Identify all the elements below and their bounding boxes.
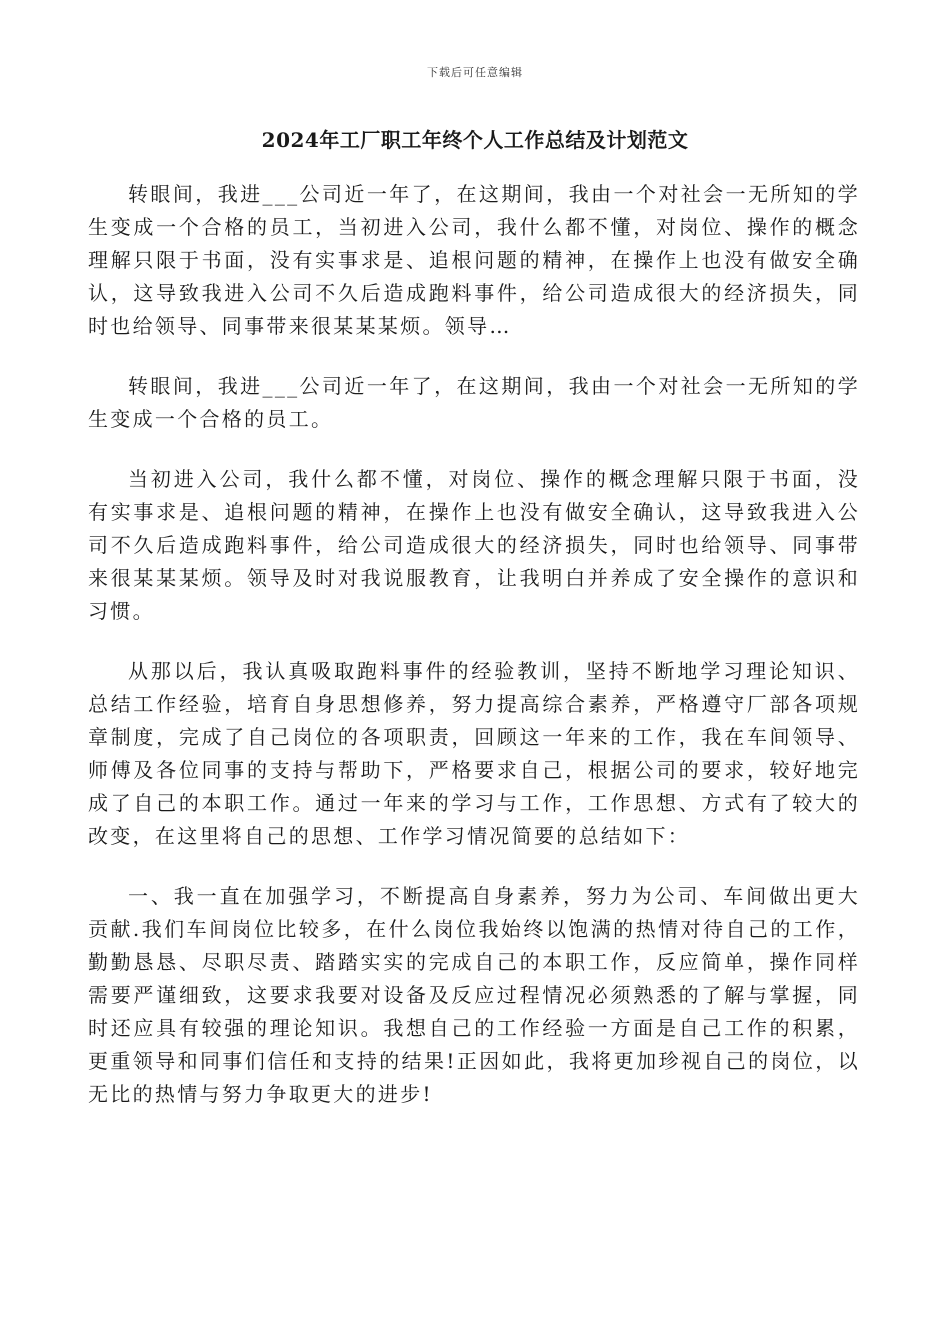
document-title: 2024年工厂职工年终个人工作总结及计划范文 bbox=[261, 128, 689, 152]
header-note: 下载后可任意编辑 bbox=[427, 66, 523, 79]
paragraph-3: 当初进入公司，我什么都不懂，对岗位、操作的概念理解只限于书面，没有实事求是、追根问题的精神，在操作上也没有做安全确认，这导致我进入公司不久后造成跑料事件，给公司造成很大的经济损失，同时也给领导、同事带来很某某某烦。领导及时对我说服教育，让我明白并养成了安全操作的意识和习惯。 bbox=[88, 467, 860, 623]
paragraph-2: 转眼间，我进___公司近一年了，在这期间，我由一个对社会一无所知的学生变成一个合格的员工。 bbox=[88, 374, 860, 431]
paragraph-4: 从那以后，我认真吸取跑料事件的经验教训，坚持不断地学习理论知识、总结工作经验，培育自身思想修养，努力提高综合素养，严格遵守厂部各项规章制度，完成了自己岗位的各项职责，回顾这一年来的工作，我在车间领导、师傅及各位同事的支持与帮助下，严格要求自己，根据公司的要求，较好地完成了自己的本职工作。通过一年来的学习与工作，工作思想、方式有了较大的改变，在这里将自己的思想、工作学习情况简要的总结如下： bbox=[88, 659, 860, 848]
document-body bbox=[88, 178, 860, 1138]
paragraph-1: 转眼间，我进___公司近一年了，在这期间，我由一个对社会一无所知的学生变成一个合格的员工，当初进入公司，我什么都不懂，对岗位、操作的概念理解只限于书面，没有实事求是、追根问题的精神，在操作上也没有做安全确认，这导致我进入公司不久后造成跑料事件，给公司造成很大的经济损失，同时也给领导、同事带来很某某某烦。领导… bbox=[88, 182, 860, 338]
paragraph-5: 一、我一直在加强学习，不断提高自身素养，努力为公司、车间做出更大贡献.我们车间岗位比较多，在什么岗位我始终以饱满的热情对待自己的工作，勤勤恳恳、尽职尽责、踏踏实实的完成自己的本职工作，反应简单，操作同样需要严谨细致，这要求我要对设备及反应过程情况必须熟悉的了解与掌握，同时还应具有较强的理论知识。我想自己的工作经验一方面是自己工作的积累，更重领导和同事们信任和支持的结果!正因如此，我将更加珍视自己的岗位，以无比的热情与努力争取更大的进步! bbox=[88, 884, 860, 1106]
